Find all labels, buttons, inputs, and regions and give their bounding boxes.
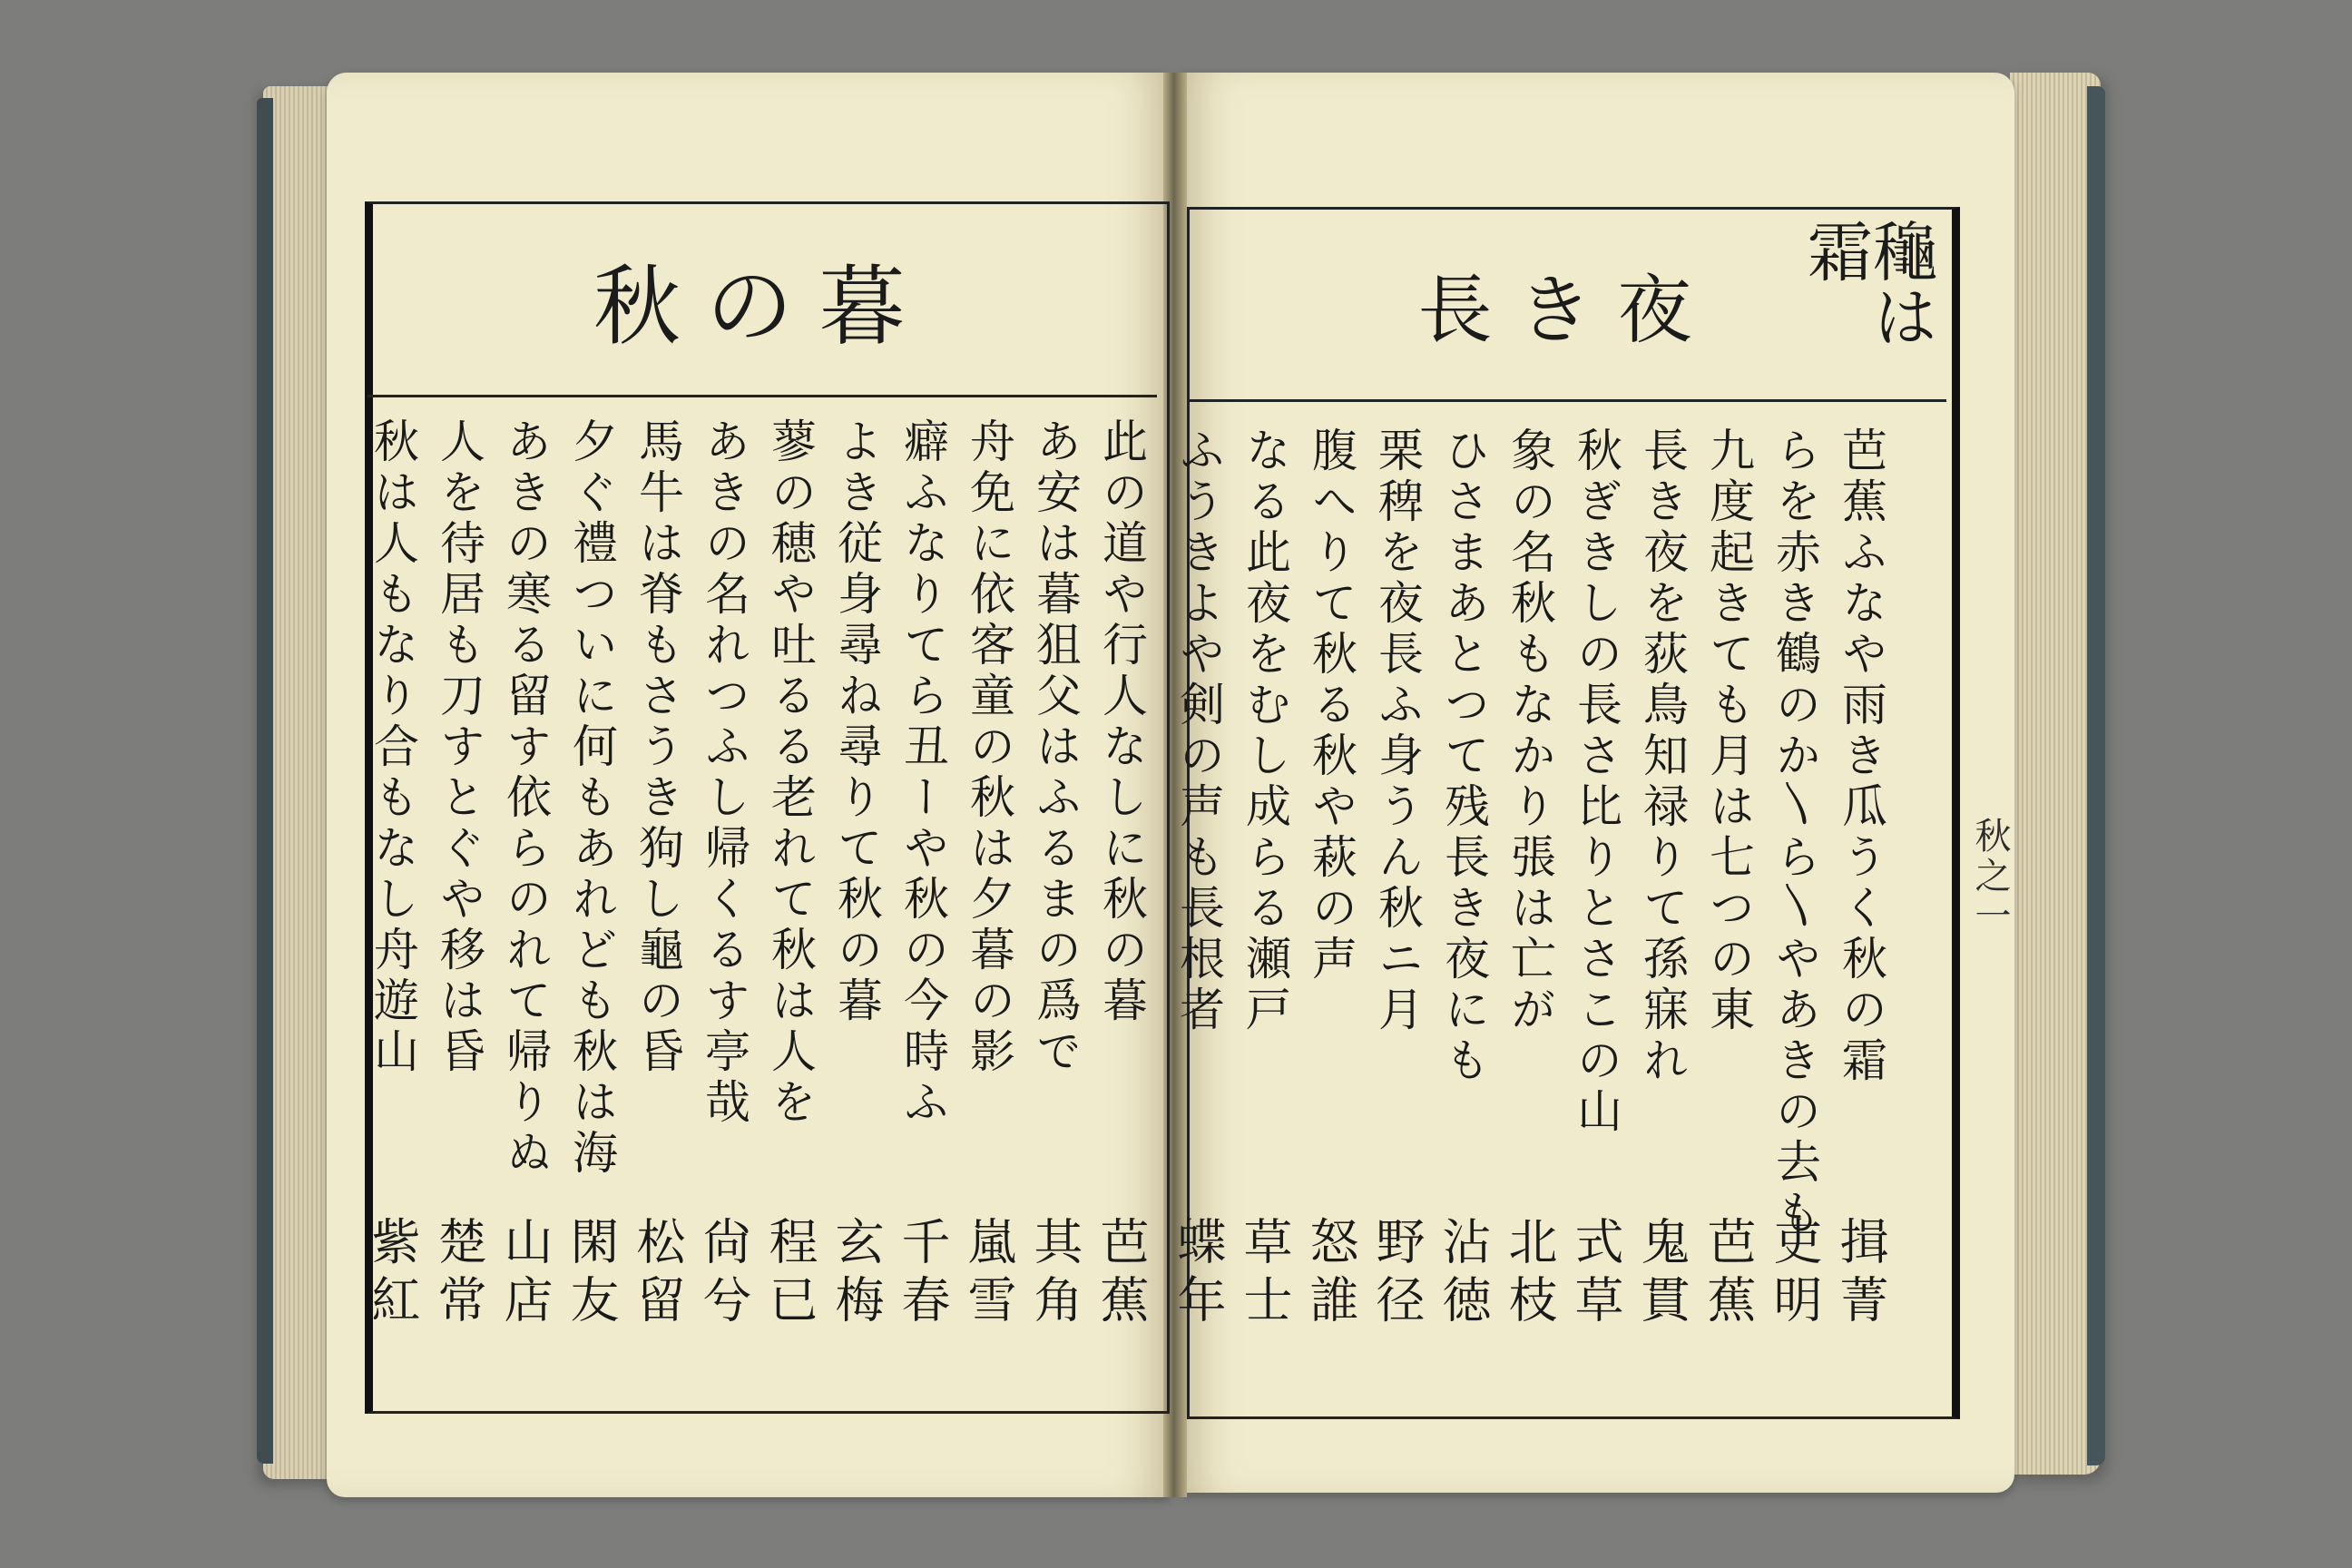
text-line: あきの名れつふし帰くるす亭哉 [698,417,750,1129]
author-name: 揖菁 [1832,1216,1889,1332]
author-name: 嵐雪 [960,1216,1017,1332]
text-line: らを赤き鶴のか〵ら〵やあきの去も [1769,426,1821,1240]
text-line: ひさまあとつて残長き夜にも [1437,426,1490,1087]
text-line: よき従身尋ね尋りて秋の暮 [830,417,883,1027]
text-line: 馬牛は脊もさうき狗し龜の昏 [632,417,684,1078]
author-name: 千春 [894,1216,951,1332]
author-name: 其角 [1026,1216,1083,1332]
text-line: 癖ふなりてら丑ーや秋の今時ふ [897,417,949,1129]
author-name: 松留 [629,1216,686,1332]
author-name: 尙兮 [695,1216,752,1332]
cover-right [2087,86,2105,1465]
author-name: 北枝 [1501,1216,1558,1332]
right-page-subject: 龝は霜 [1797,218,1938,348]
author-name: 草士 [1236,1216,1293,1332]
text-line: 腹へりて秋る秋や萩の声 [1305,426,1357,985]
author-name: 吏明 [1766,1216,1823,1332]
author-name: 閑友 [563,1216,620,1332]
author-name: 沾徳 [1435,1216,1492,1332]
author-name: 楚常 [430,1216,487,1332]
author-name: 蝶年 [1170,1216,1227,1332]
text-line: あきの寒る留す依らのれて帰りぬ [499,417,552,1180]
author-name: 怒誰 [1302,1216,1359,1332]
author-name: 鬼貫 [1633,1216,1690,1332]
text-line: 九度起きても月は七つの東 [1702,426,1755,1036]
author-name: 芭蕉 [1093,1216,1150,1332]
author-name: 野径 [1368,1216,1426,1332]
right-page-authors [1165,1216,1894,1379]
cover-left [257,98,273,1464]
page-folio: 秋之一 [1969,817,2011,936]
text-line: なる此夜をむし成らる瀬戸 [1239,426,1291,1036]
right-page-text [1165,426,1894,1240]
right-page-title: 長き夜 [1417,267,1718,354]
text-line: 夕ぐ禮ついに何もあれども秋は海 [565,417,618,1180]
author-name: 式草 [1567,1216,1624,1332]
text-line: 長き夜を荻鳥知禄りて孫寐れ [1636,426,1689,1087]
author-name: 山店 [496,1216,554,1332]
left-title-band [368,204,1157,397]
author-name: 芭蕉 [1700,1216,1757,1332]
text-line: 舟免に依客童の秋は夕暮の影 [963,417,1015,1078]
page-edges-left [263,86,336,1479]
author-name: 程已 [761,1216,818,1332]
text-line: 蓼の穂や吐るる老れて秋は人を [764,417,817,1129]
text-line: 芭蕉ふなや雨き瓜うく秋の霜 [1835,426,1887,1087]
text-line: 秋は人もなり合もなし舟遊山 [367,417,419,1078]
left-page-authors [359,1216,1154,1379]
text-line: 人を待居も刀すとぐや移は昏 [433,417,485,1078]
text-line: あ安は暮狙父はふるまの爲で [1029,417,1082,1078]
left-page-text [359,417,1154,1180]
text-line: 秋ぎきしの長さ比りとさこの山 [1570,426,1622,1138]
text-line: 栗稗を夜長ふ身うん秋ニ月 [1371,426,1424,1036]
text-line: 象の名秋もなかり張は亡が [1504,426,1556,1036]
author-name: 紫紅 [364,1216,421,1332]
author-name: 玄梅 [828,1216,885,1332]
left-page-title: 秋の暮 [593,255,931,358]
text-line: ふうきよや剣の声も長根者 [1172,426,1225,1036]
text-line: 此の道や行人なしに秋の暮 [1095,417,1148,1027]
